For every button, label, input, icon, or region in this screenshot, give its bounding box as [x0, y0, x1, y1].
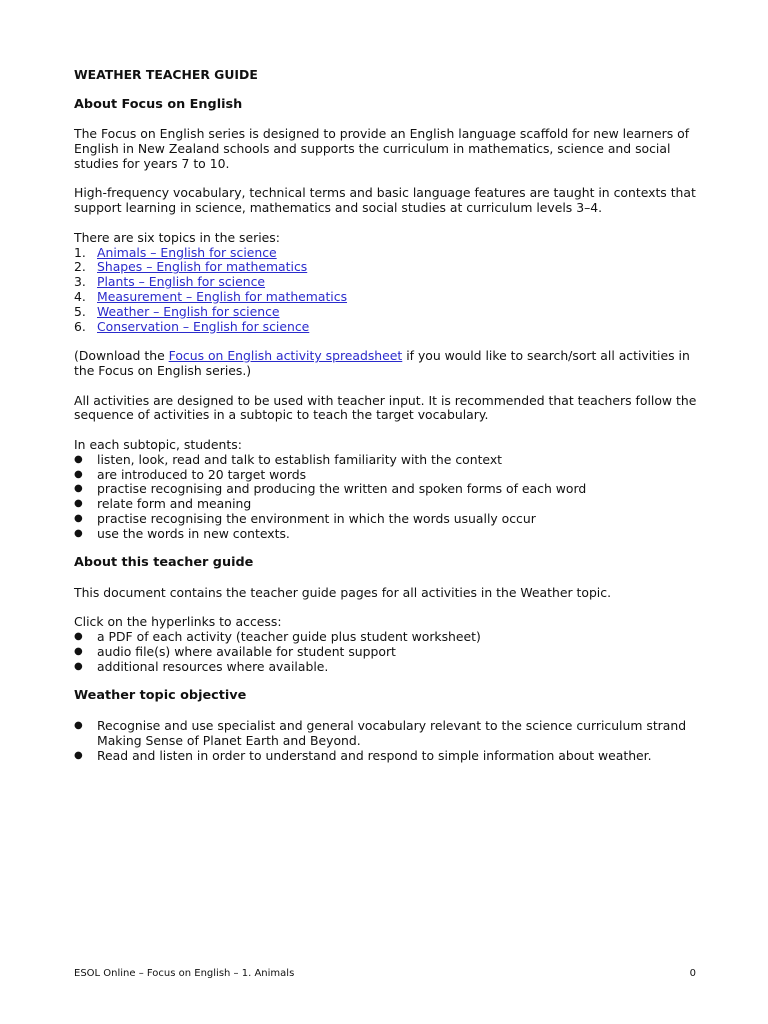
- guide-paragraph: This document contains the teacher guide pages for all activities in the Weather topic.: [74, 584, 612, 600]
- footer-text: ESOL Online – Focus on English – 1. Animals: [74, 968, 295, 979]
- topic-number: 5.: [74, 303, 86, 319]
- topic-link-shapes[interactable]: Shapes – English for mathematics: [97, 259, 308, 275]
- topic-item: [74, 246, 704, 261]
- topic-number: 4.: [74, 288, 86, 304]
- download-prefix: (Download the: [74, 348, 169, 364]
- page-footer: [74, 968, 696, 980]
- bullet-icon: ●: [74, 631, 83, 643]
- topic-link-measurement[interactable]: Measurement – English for mathematics: [97, 288, 348, 304]
- activities-paragraph: All activities are designed to be used with teacher input. It is recommended that teachers follow the sequence of activities in a subtopic to teach the target vocabulary.: [74, 392, 697, 423]
- vocabulary-paragraph: High-frequency vocabulary, technical terms and basic language features are taught in contexts that support learning in science, mathematics and social studies at curriculum levels 3–4.: [74, 185, 696, 216]
- list-item-text: relate form and meaning: [97, 496, 252, 512]
- list-item-text: practise recognising and producing the written and spoken forms of each word: [97, 481, 587, 497]
- topic-number: 1.: [74, 244, 86, 260]
- bullet-icon: ●: [74, 498, 83, 510]
- bullet-icon: ●: [74, 468, 83, 480]
- topic-number: 6.: [74, 318, 86, 334]
- list-item: [74, 527, 704, 542]
- list-item-text: a PDF of each activity (teacher guide plus student worksheet): [97, 629, 481, 645]
- topic-link-plants[interactable]: Plants – English for science: [97, 274, 266, 290]
- list-item: [74, 749, 704, 764]
- document-title: WEATHER TEACHER GUIDE: [74, 67, 258, 82]
- objective-heading: Weather topic objective: [74, 688, 247, 704]
- bullet-icon: ●: [74, 483, 83, 495]
- bullet-icon: ●: [74, 720, 83, 732]
- spreadsheet-link[interactable]: Focus on English activity spreadsheet: [168, 348, 403, 364]
- topic-item: [74, 305, 704, 320]
- bullet-icon: ●: [74, 512, 83, 524]
- bullet-icon: ●: [74, 527, 83, 539]
- list-item: [74, 482, 704, 497]
- document-body: [74, 68, 704, 778]
- list-item-text: Read and listen in order to understand and respond to simple information about weather.: [97, 747, 652, 763]
- topics-lead: There are six topics in the series:: [74, 229, 280, 245]
- intro-paragraph: The Focus on English series is designed to provide an English language scaffold for new learners of English in New Zealand schools and supports the curriculum in mathematics, science and social studies for years 7 to 10.: [74, 126, 690, 171]
- list-item: [74, 453, 704, 468]
- list-item-text: Recognise and use specialist and general vocabulary relevant to the science curriculum strand Making Sense of Planet Earth and Beyond.: [97, 718, 687, 748]
- download-paragraph: [74, 349, 704, 379]
- topic-number: 2.: [74, 259, 86, 275]
- topic-item: [74, 290, 704, 305]
- about-heading: About Focus on English: [74, 96, 243, 112]
- hyperlinks-list: [74, 630, 704, 674]
- bullet-icon: ●: [74, 749, 83, 761]
- list-item-text: use the words in new contexts.: [97, 525, 290, 541]
- list-item-text: listen, look, read and talk to establish familiarity with the context: [97, 451, 503, 467]
- guide-heading: About this teacher guide: [74, 555, 254, 571]
- topic-link-weather[interactable]: Weather – English for science: [97, 303, 280, 319]
- topic-item: [74, 275, 704, 290]
- objective-list: [74, 719, 704, 763]
- list-item: [74, 497, 704, 512]
- topic-link-conservation[interactable]: Conservation – English for science: [97, 318, 310, 334]
- list-item: [74, 512, 704, 527]
- topic-number: 3.: [74, 274, 86, 290]
- bullet-icon: ●: [74, 646, 83, 658]
- list-item-text: practise recognising the environment in which the words usually occur: [97, 510, 536, 526]
- topic-item: [74, 320, 704, 335]
- page-number: 0: [689, 968, 696, 979]
- bullet-icon: ●: [74, 453, 83, 465]
- list-item: [74, 660, 704, 675]
- list-item-text: are introduced to 20 target words: [97, 466, 307, 482]
- subtopic-list: [74, 453, 704, 542]
- topics-list: [74, 246, 704, 335]
- topic-link-animals[interactable]: Animals – English for science: [97, 244, 277, 260]
- list-item: [74, 719, 704, 749]
- list-item-text: additional resources where available.: [97, 658, 329, 674]
- hyperlinks-lead: Click on the hyperlinks to access:: [74, 614, 282, 630]
- download-suffix: if you would like to search/sort all activities in the Focus on English series.): [74, 348, 690, 378]
- topic-item: [74, 260, 704, 275]
- list-item: [74, 645, 704, 660]
- list-item: [74, 630, 704, 645]
- subtopic-lead: In each subtopic, students:: [74, 436, 242, 452]
- bullet-icon: ●: [74, 660, 83, 672]
- list-item: [74, 468, 704, 483]
- list-item-text: audio file(s) where available for student support: [97, 644, 396, 660]
